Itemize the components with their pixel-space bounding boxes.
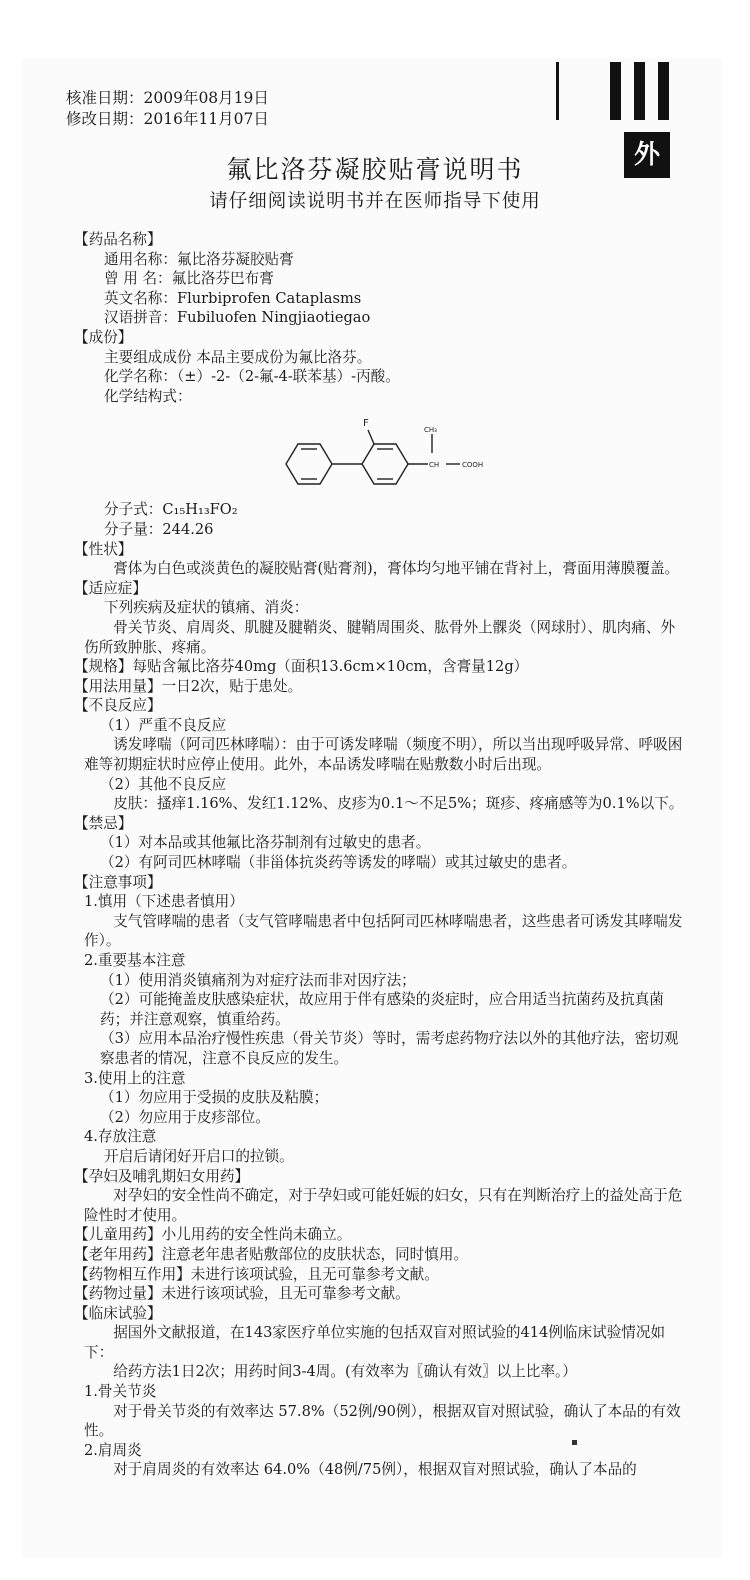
text-line: 下列疾病及症状的镇痛、消炎：: [104, 599, 309, 617]
print-bar: [658, 62, 669, 120]
fluoro-label: F: [363, 418, 369, 430]
section-heading: 【成份】: [74, 328, 133, 346]
text-line: （1）使用消炎镇痛剂为对症疗法而非对因疗法；: [100, 971, 416, 989]
text-line: 给药方法1日2次；用药时间3-4周。(有效率为〖确认有效〗以上比率。）: [113, 1363, 577, 1381]
date-block: [66, 88, 269, 130]
section-heading: 【性状】: [74, 540, 133, 558]
cooh-label: COOH: [462, 461, 484, 470]
external-use-mark: 外: [624, 132, 670, 178]
text-line: 化学名称：（±）-2-（2-氟-4-联苯基）-丙酸。: [104, 368, 400, 386]
text-line: 主要组成成份 本品主要成份为氟比洛芬。: [104, 348, 372, 366]
section-heading: 【儿童用药】小儿用药的安全性尚未确立。: [74, 1226, 352, 1244]
text-line: （2）有阿司匹林哮喘（非甾体抗炎药等诱发的哮喘）或其过敏史的患者。: [100, 854, 577, 872]
divider-line: [556, 62, 559, 120]
revise-date: 修改日期：2016年11月07日: [66, 110, 269, 128]
text-line: （2）勿应用于皮疹部位。: [100, 1108, 270, 1126]
text-line: 对于骨关节炎的有效率达 57.8%（52例/90例），根据双盲对照试验，确认了本品的有效性。: [84, 1402, 681, 1440]
approve-date: 核准日期：2009年08月19日: [66, 89, 269, 107]
structure-figure: [84, 406, 684, 500]
text-line: 化学结构式：: [104, 387, 192, 405]
section-heading: 【规格】每贴含氟比洛芬40mg（面积13.6cm×10cm，含膏量12g）: [74, 658, 529, 676]
text-line: （2）可能掩盖皮肤感染症状，故应用于伴有感染的炎症时，应合用适当抗菌药及抗真菌药；并注意观察，慎重给药。: [100, 991, 664, 1028]
text-line: 皮肤：搔痒1.16%、发红1.12%、皮疹为0.1～不足5%；斑疹、疼痛感等为0.1%以下。: [113, 795, 684, 813]
section-heading: 【注意事项】: [74, 873, 162, 891]
text-line: 2.重要基本注意: [84, 952, 186, 969]
text-line: 1.骨关节炎: [84, 1383, 157, 1401]
section-heading: 【不良反应】: [74, 697, 162, 715]
ch-label: CH: [429, 461, 440, 470]
text-line: 4.存放注意: [84, 1128, 157, 1146]
text-line: 2.肩周炎: [84, 1441, 142, 1459]
text-line: 对于肩周炎的有效率达 64.0%（48例/75例），根据双盲对照试验，确认了本品的: [113, 1461, 637, 1479]
section-heading: 【禁忌】: [74, 814, 133, 832]
text-line: 分子式：C₁₅H₁₃FO₂: [104, 501, 238, 519]
section-heading: 【药物相互作用】未进行该项试验，且无可靠参考文献。: [74, 1265, 439, 1283]
text-line: 对孕妇的安全性尚不确定，对于孕妇或可能妊娠的妇女，只有在判断治疗上的益处高于危险性时才使用。: [84, 1187, 683, 1224]
text-line: 分子量：244.26: [104, 520, 214, 538]
text-line: （3）应用本品治疗慢性疾患（骨关节炎）等时，需考虑药物疗法以外的其他疗法，密切观察患者的情况，注意不良反应的发生。: [100, 1030, 679, 1067]
text-line: 诱发哮喘（阿司匹林哮喘）：由于可诱发哮喘（频度不明），所以当出现呼吸异常、呼吸困难等初期症状时应停止使用。此外，本品诱发哮喘在贴敷数小时后出现。: [84, 736, 683, 774]
section-heading: 【适应症】: [74, 579, 147, 597]
text-line: 1.慎用（下述患者慎用）: [84, 893, 244, 911]
section-heading: 【药品名称】: [74, 231, 162, 248]
leaflet-content: [74, 230, 684, 1480]
print-bar: [610, 62, 621, 120]
text-line: 据国外文献报道，在143家医疗单位实施的包括双盲对照试验的414例临床试验情况如下：: [84, 1324, 666, 1361]
text-line: （1）对本品或其他氟比洛芬制剂有过敏史的患者。: [100, 834, 431, 852]
text-line: （1）严重不良反应: [100, 716, 227, 734]
document-subtitle: 请仔细阅读说明书并在医师指导下使用: [209, 191, 541, 212]
print-bar: [634, 62, 645, 120]
section-heading: 【孕妇及哺乳期妇女用药】: [74, 1167, 250, 1185]
methyl-label: CH₃: [424, 426, 437, 435]
section-heading: 【用法用量】一日2次，贴于患处。: [74, 677, 303, 695]
section-heading: 【药物过量】未进行该项试验，且无可靠参考文献。: [74, 1285, 410, 1303]
text-line: 通用名称：氟比洛芬凝胶贴膏: [104, 250, 294, 268]
print-dot: [572, 1440, 577, 1445]
text-line: 汉语拼音：Fubiluofen Ningjiaotiegao: [104, 309, 371, 327]
text-line: 3.使用上的注意: [84, 1069, 186, 1087]
document-title: 氟比洛芬凝胶贴膏说明书: [226, 155, 524, 184]
section-heading: 【临床试验】: [74, 1304, 162, 1322]
text-line: （2）其他不良反应: [100, 775, 227, 793]
text-line: 骨关节炎、肩周炎、肌腱及腱鞘炎、腱鞘周围炎、肱骨外上髁炎（网球肘）、肌肉痛、外伤所致肿胀、疼痛。: [84, 618, 676, 656]
text-line: 膏体为白色或淡黄色的凝胶贴膏(贴膏剂)，膏体均匀地平铺在背衬上，膏面用薄膜覆盖。: [113, 560, 680, 578]
text-line: （1）勿应用于受损的皮肤及粘膜；: [100, 1089, 329, 1107]
text-line: 开启后请闭好开启口的拉锁。: [104, 1147, 294, 1165]
section-heading: 【老年用药】注意老年患者贴敷部位的皮肤状态，同时慎用。: [74, 1245, 469, 1263]
text-line: 英文名称：Flurbiprofen Cataplasms: [104, 289, 362, 307]
text-line: 曾 用 名：氟比洛芬巴布膏: [104, 270, 274, 288]
text-line: 支气管哮喘的患者（支气管哮喘患者中包括阿司匹林哮喘患者，这些患者可诱发其哮喘发作）。: [84, 912, 683, 950]
chemical-structure: [274, 408, 484, 498]
